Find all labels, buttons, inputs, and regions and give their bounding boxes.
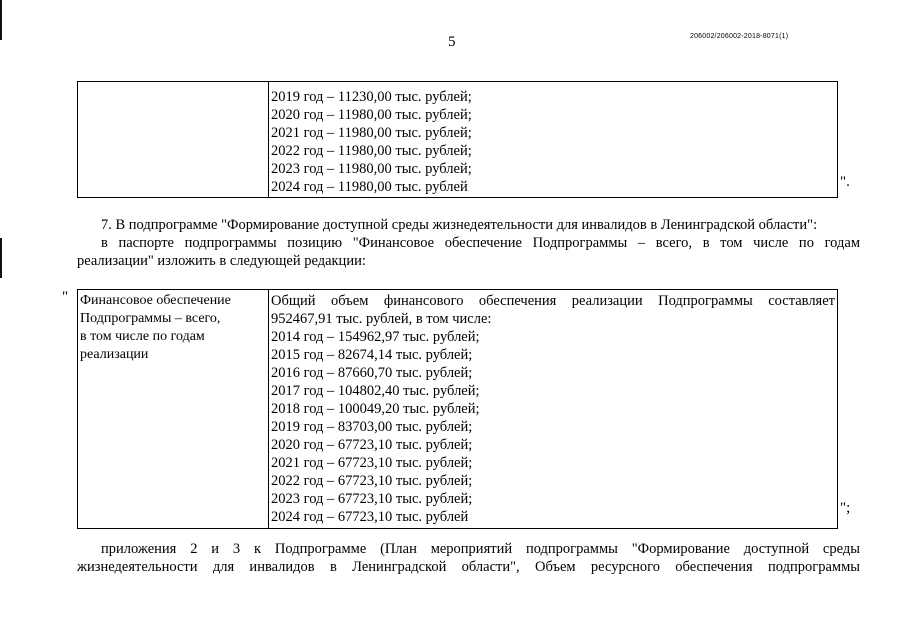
section-paragraph (77, 235, 860, 270)
funding-line: 2015 год – 82674,14 тыс. рублей; (271, 347, 473, 363)
closing-quote-mark: ". (840, 174, 850, 190)
funding-line: 2020 год – 67723,10 тыс. рублей; (271, 437, 473, 453)
label-line: Подпрограммы – всего, (80, 311, 221, 326)
funding-line: 2022 год – 11980,00 тыс. рублей; (271, 143, 472, 159)
funding-line: 2024 год – 67723,10 тыс. рублей (271, 509, 469, 525)
funding-line: 2020 год – 11980,00 тыс. рублей; (271, 107, 472, 123)
funding-line: 2021 год – 67723,10 тыс. рублей; (271, 455, 473, 471)
document-id: 206002/206002-2018-8071(1) (690, 33, 789, 40)
opening-quote-mark: " (62, 289, 69, 305)
funding-line: 2019 год – 11230,00 тыс. рублей; (271, 89, 472, 105)
scan-edge-mark (0, 0, 2, 40)
label-line: реализации (80, 347, 149, 362)
label-line: Финансовое обеспечение (80, 293, 231, 308)
empty-label-cell (78, 82, 269, 198)
funding-line: 2016 год – 87660,70 тыс. рублей; (271, 365, 473, 381)
funding-line: 2014 год – 154962,97 тыс. рублей; (271, 329, 480, 345)
paragraph-line: в паспорте подпрограммы позицию "Финансовое обеспечение Подпрограммы – всего, в том числе по годам (101, 235, 860, 251)
funding-line: 2021 год – 11980,00 тыс. рублей; (271, 125, 472, 141)
funding-table-new (77, 289, 838, 529)
paragraph-line: приложения 2 и 3 к Подпрограмме (План мероприятий подпрограммы "Формирование доступной среды (101, 541, 860, 557)
funding-label-cell (78, 290, 269, 529)
scan-edge-mark (0, 238, 2, 278)
closing-quote-mark: "; (840, 500, 851, 516)
funding-values-cell (269, 290, 838, 529)
page-number: 5 (448, 34, 456, 50)
appendix-paragraph (77, 541, 860, 576)
paragraph-line: жизнедеятельности для инвалидов в Ленинградской области", Объем ресурсного обеспечения подпрограммы (77, 558, 860, 575)
funding-intro-line: Общий объем финансового обеспечения реализации Подпрограммы составляет (271, 293, 835, 309)
funding-line: 2017 год – 104802,40 тыс. рублей; (271, 383, 480, 399)
section-heading-text: 7. В подпрограмме "Формирование доступной среды жизнедеятельности для инвалидов в Ленинградской области": (101, 217, 818, 233)
funding-line: 2023 год – 67723,10 тыс. рублей; (271, 491, 473, 507)
funding-line: 2023 год – 11980,00 тыс. рублей; (271, 161, 472, 177)
funding-table-previous (77, 81, 838, 198)
paragraph-line: реализации" изложить в следующей редакции: (77, 252, 366, 269)
funding-line: 2024 год – 11980,00 тыс. рублей (271, 179, 468, 195)
funding-values-cell (269, 82, 838, 198)
funding-line: 2019 год – 83703,00 тыс. рублей; (271, 419, 473, 435)
funding-intro-line: 952467,91 тыс. рублей, в том числе: (271, 311, 492, 327)
section-heading (101, 217, 861, 235)
funding-line: 2018 год – 100049,20 тыс. рублей; (271, 401, 480, 417)
label-line: в том числе по годам (80, 329, 205, 344)
funding-line: 2022 год – 67723,10 тыс. рублей; (271, 473, 473, 489)
